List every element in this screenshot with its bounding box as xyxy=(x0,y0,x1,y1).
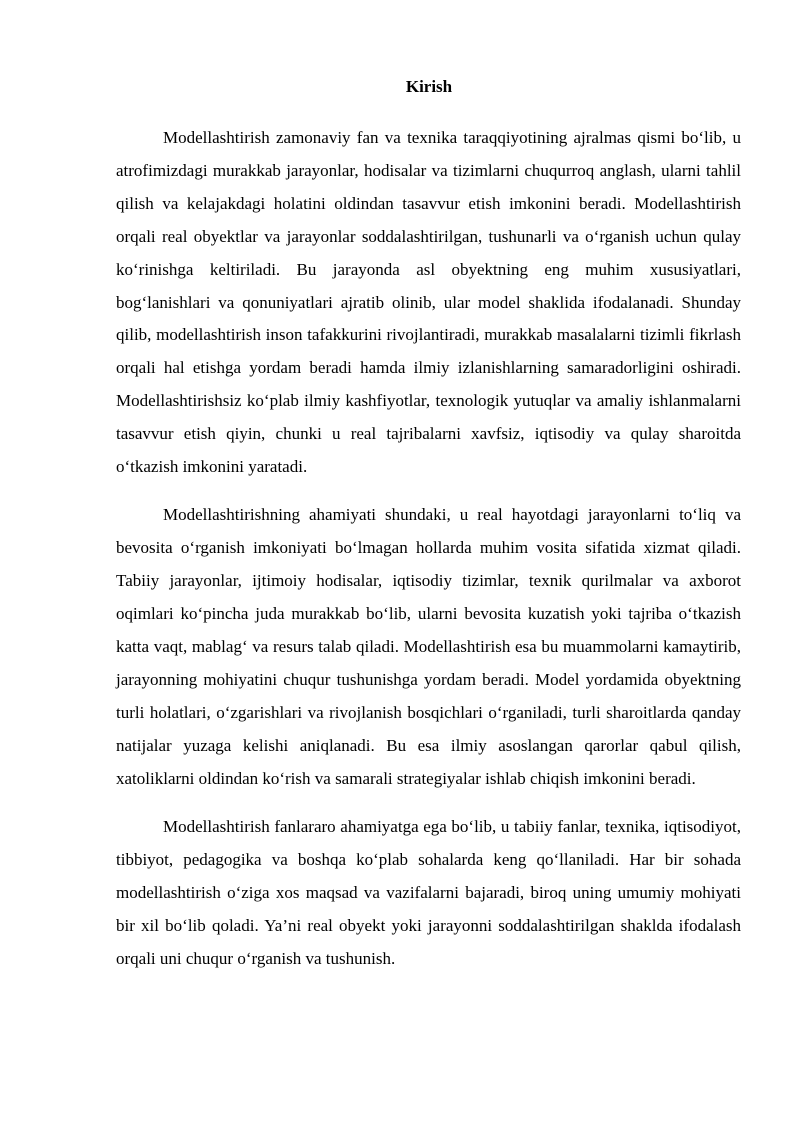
paragraph-1: Modellashtirish zamonaviy fan va texnika taraqqiyotining ajralmas qismi bo‘lib, u atrofimizdagi murakkab jarayonlar, hodisalar va tizimlarni chuqurroq anglash, ularni tahlil qilish va kelajakdagi holatini oldindan tasavvur etish imkonini beradi. Modellashtirish orqali real obyektlar va jarayonlar soddalashtirilgan, tushunarli va o‘rganish uchun qulay ko‘rinishga keltiriladi. Bu jarayonda asl obyektning eng muhim xususiyatlari, bog‘lanishlari va qonuniyatlari ajratib olinib, ular model shaklida ifodalanadi. Shunday qilib, modellashtirish inson tafakkurini rivojlantiradi, murakkab masalalarni tizimli fikrlash orqali hal etishga yordam beradi hamda ilmiy izlanishlarning samaradorligini oshiradi. Modellashtirishsiz ko‘plab ilmiy kashfiyotlar, texnologik yutuqlar va amaliy ishlanmalarni tasavvur etish qiyin, chunki u real tajribalarni xavfsiz, iqtisodiy va qulay sharoitda o‘tkazish imkonini yaratadi. xyxy=(116,128,741,477)
paragraph-3: Modellashtirish fanlararo ahamiyatga ega bo‘lib, u tabiiy fanlar, texnika, iqtisodiyot, tibbiyot, pedagogika va boshqa ko‘plab sohalarda keng qo‘llaniladi. Har bir sohada modellashtirish o‘ziga xos maqsad va vazifalarni bajaradi, biroq uning umumiy mohiyati bir xil bo‘lib qoladi. Ya’ni real obyekt yoki jarayonni soddalashtirilgan shaklda ifodalash orqali uni chuqur o‘rganish va tushunish. xyxy=(116,817,741,968)
paragraph-2: Modellashtirishning ahamiyati shundaki, u real hayotdagi jarayonlarni to‘liq va bevosita o‘rganish imkoniyati bo‘lmagan hollarda muhim vosita sifatida xizmat qiladi. Tabiiy jarayonlar, ijtimoiy hodisalar, iqtisodiy tizimlar, texnik qurilmalar va axborot oqimlari ko‘pincha juda murakkab bo‘lib, ularni bevosita kuzatish yoki tajriba o‘tkazish katta vaqt, mablag‘ va resurs talab qiladi. Modellashtirish esa bu muammolarni kamaytirib, jarayonning mohiyatini chuqur tushunishga yordam beradi. Model yordamida obyektning turli holatlari, o‘zgarishlari va rivojlanish bosqichlari o‘rganiladi, turli sharoitlarda qanday natijalar yuzaga kelishi aniqlanadi. Bu esa ilmiy asoslangan qarorlar qabul qilish, xatoliklarni oldindan ko‘rish va samarali strategiyalar ishlab chiqish imkonini beradi. xyxy=(116,505,741,788)
document-title: Kirish xyxy=(405,77,453,96)
document-body xyxy=(116,122,741,991)
